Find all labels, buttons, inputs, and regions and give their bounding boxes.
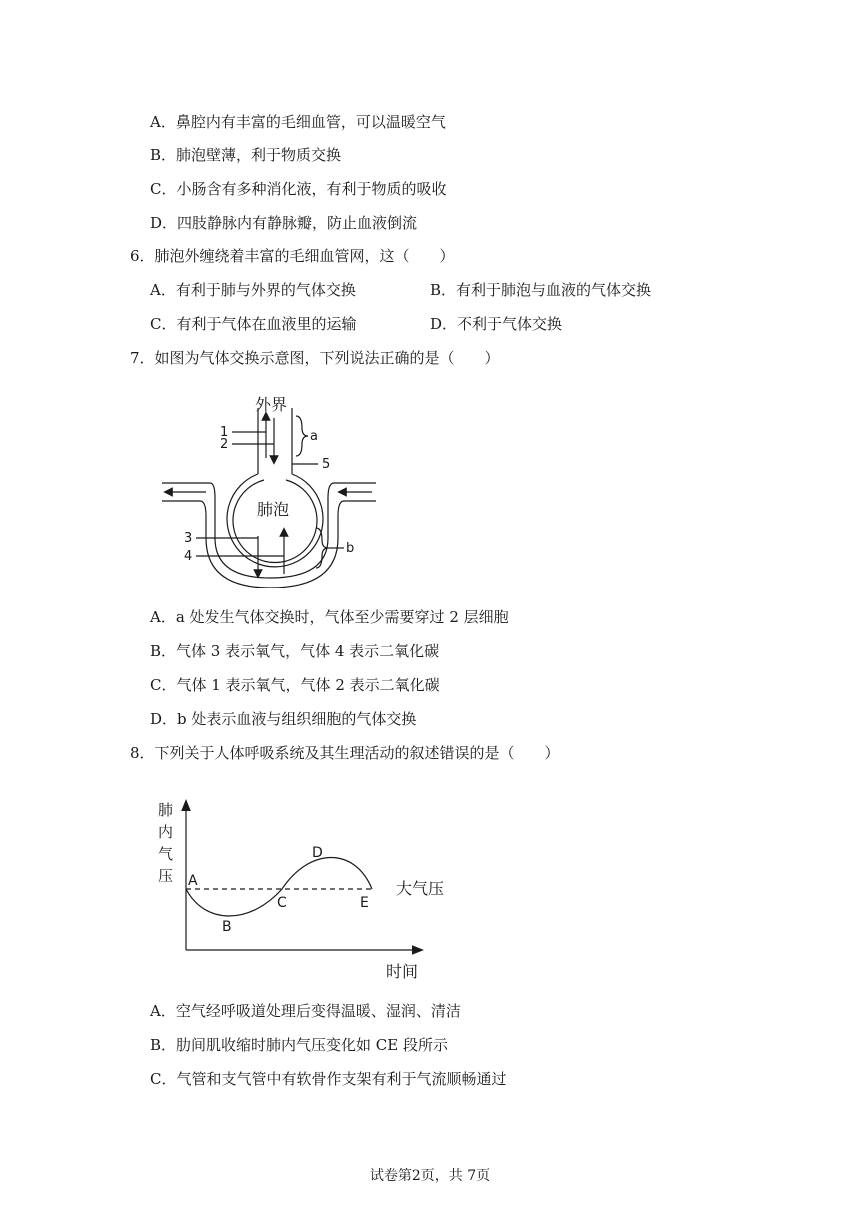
y-label-4: 压 bbox=[158, 867, 174, 885]
label-5: 5 bbox=[322, 457, 331, 472]
brace-a bbox=[296, 416, 308, 456]
q8-option-b: B．肋间肌收缩时肺内气压变化如 CE 段所示 bbox=[150, 1036, 448, 1054]
q8-option-c: C．气管和支气管中有软骨作支架有利于气流顺畅通过 bbox=[150, 1070, 507, 1088]
x-axis-label: 时间 bbox=[386, 962, 419, 981]
y-label-3: 气 bbox=[158, 845, 174, 863]
baseline-label: 大气压 bbox=[396, 879, 445, 898]
q6-option-a: A．有利于肺与外界的气体交换 bbox=[150, 281, 356, 299]
q7-option-c: C．气体 1 表示氧气，气体 2 表示二氧化碳 bbox=[150, 676, 440, 694]
point-b: B bbox=[222, 919, 232, 935]
y-label-2: 内 bbox=[158, 823, 174, 841]
q6-option-b: B．有利于肺泡与血液的气体交换 bbox=[430, 281, 652, 299]
q7-option-d: D．b 处表示血液与组织细胞的气体交换 bbox=[150, 710, 417, 728]
label-2: 2 bbox=[220, 437, 229, 452]
q6-stem: 6．肺泡外缠绕着丰富的毛细血管网，这（ ） bbox=[130, 247, 455, 265]
q8-option-a: A．空气经呼吸道处理后变得温暖、湿润、清洁 bbox=[150, 1002, 461, 1020]
q6-option-d: D．不利于气体交换 bbox=[430, 315, 563, 333]
alveolus-outer bbox=[227, 474, 323, 567]
capillary-outer-wall bbox=[162, 483, 376, 578]
q5-option-b: B．肺泡壁薄，利于物质交换 bbox=[150, 146, 342, 164]
page-footer: 试卷第2页，共 7页 bbox=[369, 1168, 491, 1184]
point-e: E bbox=[360, 895, 369, 911]
gas-exchange-diagram bbox=[150, 388, 390, 588]
point-a: A bbox=[188, 873, 198, 889]
q6-option-c: C．有利于气体在血液里的运输 bbox=[150, 315, 357, 333]
outside-label: 外界 bbox=[255, 395, 288, 414]
q5-option-d: D．四肢静脉内有静脉瓣，防止血液倒流 bbox=[150, 214, 418, 232]
q5-option-c: C．小肠含有多种消化液，有利于物质的吸收 bbox=[150, 180, 447, 198]
y-label-1: 肺 bbox=[158, 801, 174, 819]
q7-option-b: B．气体 3 表示氧气，气体 4 表示二氧化碳 bbox=[150, 642, 440, 660]
label-a: a bbox=[310, 429, 318, 444]
q5-option-a: A．鼻腔内有丰富的毛细血管，可以温暖空气 bbox=[150, 113, 446, 131]
point-d: D bbox=[312, 845, 323, 861]
alveolus-label: 肺泡 bbox=[257, 500, 290, 519]
alveolus-inner bbox=[233, 480, 317, 563]
label-3: 3 bbox=[184, 531, 193, 546]
label-4: 4 bbox=[184, 549, 193, 564]
brace-b bbox=[316, 528, 328, 568]
point-c: C bbox=[277, 895, 287, 911]
q7-stem: 7．如图为气体交换示意图，下列说法正确的是（ ） bbox=[130, 349, 500, 367]
label-b: b bbox=[346, 541, 355, 556]
label-1: 1 bbox=[220, 425, 229, 440]
q8-stem: 8．下列关于人体呼吸系统及其生理活动的叙述错误的是（ ） bbox=[130, 744, 560, 762]
q7-option-a: A．a 处发生气体交换时，气体至少需要穿过 2 层细胞 bbox=[150, 608, 509, 626]
lung-pressure-graph bbox=[150, 795, 450, 985]
